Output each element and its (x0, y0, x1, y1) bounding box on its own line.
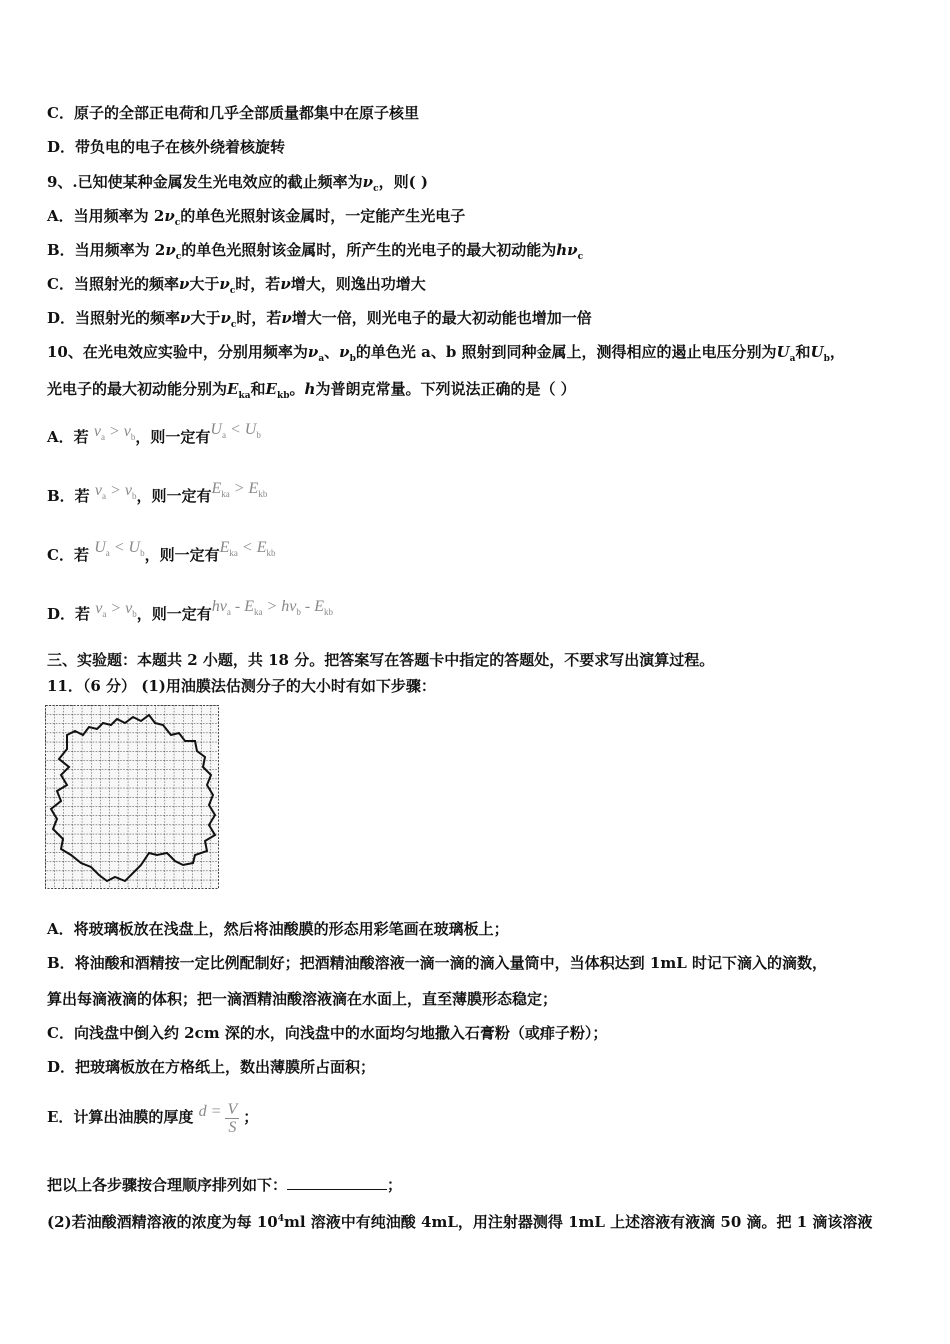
q10-option-b: B．若 $\nu_a > \nu_b$，则一定有$E_{ka} > E_{kb}$ (47, 480, 268, 505)
formula-h-nu-minus-e: $h\nu_a - E_{ka} > h\nu_b - E_{kb}$ (211, 598, 334, 618)
step-d: D．把玻璃板放在方格纸上，数出薄膜所占面积； (47, 1058, 376, 1076)
step-b-continued: 算出每滴液滴的体积；把一滴酒精油酸溶液滴在水面上，直至薄膜形态稳定； (47, 990, 558, 1008)
section-3-heading: 三、实验题：本题共 2 小题，共 18 分。把答案写在答题卡中指定的答题处，不要求写出演算过程。 (47, 651, 715, 669)
formula-eka-gt-ekb: $E_{ka} > E_{kb}$ (211, 480, 268, 500)
question-11-part-2: (2)若油酸酒精溶液的浓度为每 $10^4ml$ 溶液中有纯油酸 4mL，用注射器测得 1mL 上述溶液有液滴 50 滴。把 1 滴该溶液 (47, 1213, 873, 1231)
question-10-line2: 光电子的最大初动能分别为$E_{ka}$和$E_{kb}$。h为普朗克常量。下列说法正确的是（ ） (47, 380, 576, 401)
q10-option-a: A．若 $\nu_a > \nu_b$，则一定有$U_a < U_b$ (47, 421, 261, 446)
question-10: 10、在光电效应实验中，分别用频率为$\nu_a$、$\nu_b$的单色光 a、b 照射到同种金属上，测得相应的遏止电压分别为$U_a$和$U_b$， (47, 343, 845, 364)
fraction-v-over-s: $\frac{V}{S}$ (227, 1100, 238, 1136)
q10-option-d: D．若 $\nu_a > \nu_b$，则一定有$h\nu_a - E_{ka} > h\nu_b - E_{kb}$ (47, 598, 334, 623)
option-d-q8: D．带负电的电子在核外绕着核旋转 (47, 138, 286, 156)
q9-option-b: B．当用频率为 $2\nu_c$的单色光照射该金属时，所产生的光电子的最大初动能为$h\nu_c$ (47, 241, 584, 262)
formula-ua-lt-ub: $U_a < U_b$ (94, 539, 145, 559)
oil-film-grid-figure (45, 705, 219, 889)
thickness-formula: d = (198, 1103, 222, 1120)
step-c: C．向浅盘中倒入约 2cm 深的水，向浅盘中的水面均匀地撒入石膏粉（或痱子粉）； (47, 1024, 608, 1042)
q9-option-a: A．当用频率为 $2\nu_c$的单色光照射该金属时，一定能产生光电子 (47, 207, 466, 228)
question-9: 9、.已知使某种金属发生光电效应的截止频率为$\nu_c$，则( ) (47, 173, 428, 194)
q9-option-d: D．当照射光的频率ν大于$\nu_c$时，若ν增大一倍，则光电子的最大初动能也增加一倍 (47, 309, 592, 330)
step-b: B．将油酸和酒精按一定比例配制好；把酒精油酸溶液一滴一滴的滴入量筒中，当体积达到 1mL 时记下滴入的滴数， (47, 954, 827, 972)
answer-blank[interactable] (287, 1175, 387, 1190)
step-a: A．将玻璃板放在浅盘上，然后将油酸膜的形态用彩笔画在玻璃板上； (47, 920, 509, 938)
order-prompt: 把以上各步骤按合理顺序排列如下： ； (47, 1176, 403, 1194)
formula-nu-a-gt-nu-b: $\nu_a > \nu_b$ (95, 600, 137, 620)
q9-option-c: C．当照射光的频率ν大于$\nu_c$时，若ν增大，则逸出功增大 (47, 275, 426, 296)
q10-option-c: C．若 $U_a < U_b$，则一定有$E_{ka} < E_{kb}$ (47, 539, 276, 564)
formula-nu-a-gt-nu-b: $\nu_a > \nu_b$ (94, 482, 137, 502)
option-c-q8: C．原子的全部正电荷和几乎全部质量都集中在原子核里 (47, 104, 419, 122)
formula-ua-lt-ub: $U_a < U_b$ (210, 421, 261, 441)
formula-eka-lt-ekb: $E_{ka} < E_{kb}$ (219, 539, 276, 559)
formula-nu-a-gt-nu-b: $\nu_a > \nu_b$ (93, 423, 136, 443)
question-11: 11．（6 分） (1)用油膜法估测分子的大小时有如下步骤： (47, 677, 436, 695)
step-e: E．计算出油膜的厚度 d = $\frac{V}{S}$ ； (47, 1100, 259, 1136)
